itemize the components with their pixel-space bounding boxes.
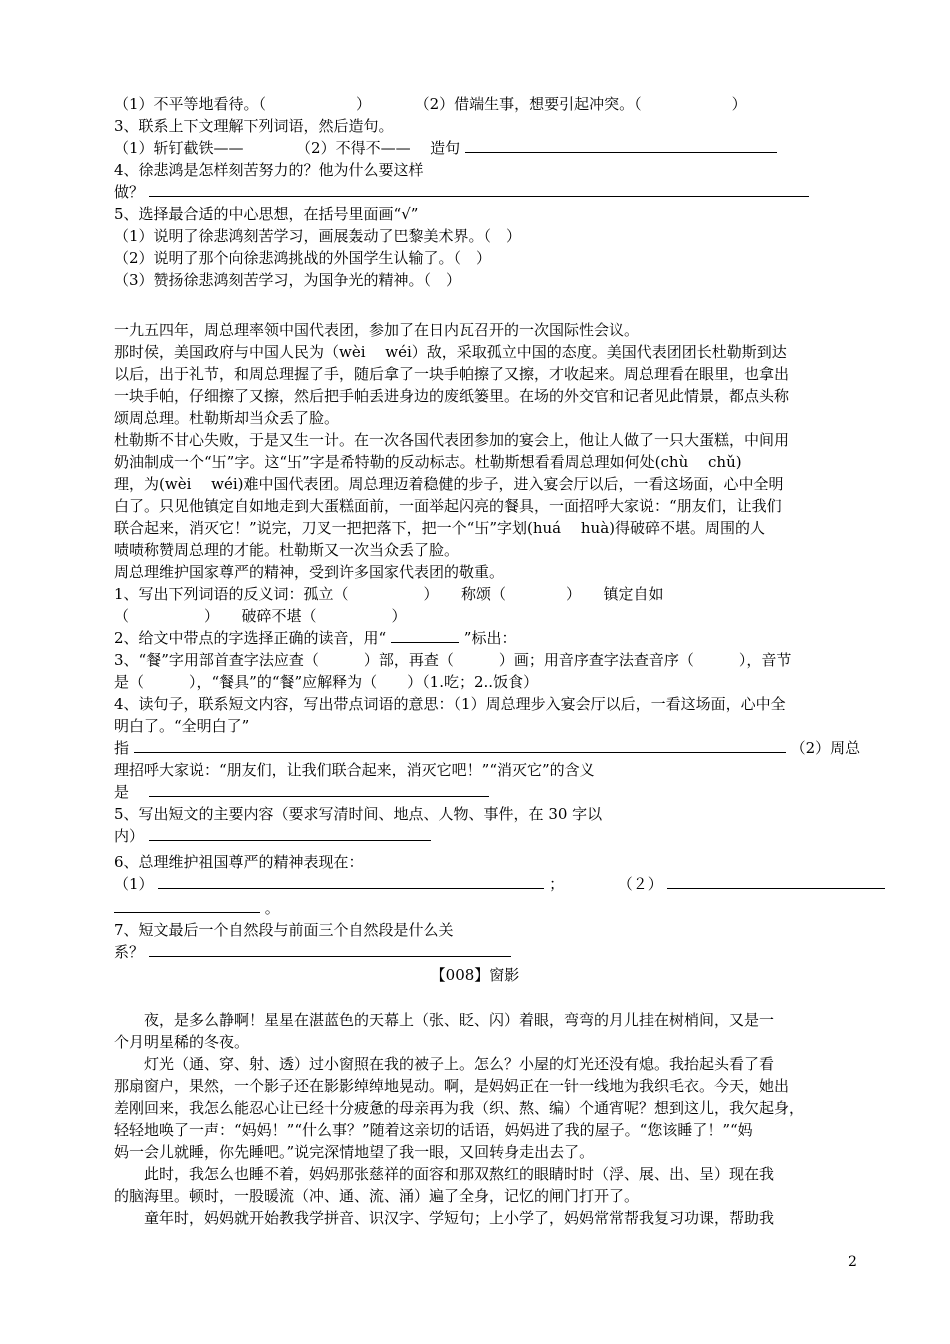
passage-line: 白了。只见他镇定自如地走到大蛋糕面前，一面举起闪亮的餐具，一面招呼大家说：“朋友们，让我们 [114,497,782,515]
page-number: 2 [848,1254,857,1270]
passage-line: 奶油制成一个“卐”字。这“卐”字是希特勒的反动标志。杜勒斯想看看周总理如何处(chù chǔ) [114,453,742,471]
answer-blank[interactable] [114,898,260,913]
answer-blank[interactable] [391,628,459,643]
passage-line: 一块手帕，仔细擦了又擦，然后把手帕丢进身边的废纸篓里。在场的外交官和记者见此情景，都点头称 [114,387,790,405]
question-line: 系？ [114,941,864,963]
question-line: 4、读句子，联系短文内容，写出带点词语的意思：（1）周总理步入宴会厅以后，一看这场面，心中全 [114,695,786,713]
story-line: 妈一会儿就睡，你先睡吧。”说完深情地望了我一眼，又回转身走出去了。 [114,1143,595,1161]
exercise-line: （1）不平等地看待。（ ） （2）借端生事，想要引起冲突。（ ） [114,95,747,113]
answer-blank[interactable] [134,738,786,753]
story-line: 夜，是多么静啊！星星在湛蓝色的天幕上（张、眨、闪）着眼，弯弯的月儿挂在树梢间，又是一 [144,1011,775,1029]
question-line: （ ） 破碎不堪（ ） [114,607,407,625]
story-line: 的脑海里。顿时，一股暖流（冲、通、流、涌）遍了全身，记忆的闸门打开了。 [114,1187,640,1205]
question-line: 。 [114,897,864,919]
answer-blank[interactable] [149,942,511,957]
question-line: 理招呼大家说：“朋友们，让我们联合起来，消灭它吧！”“消灭它”的含义 [114,761,595,779]
answer-blank[interactable] [465,138,777,153]
question-line: 5、写出短文的主要内容（要求写清时间、地点、人物、事件，在 30 字以 [114,805,603,823]
passage-line: 周总理维护国家尊严的精神，受到许多国家代表团的敬重。 [114,563,505,581]
passage-line: 杜勒斯不甘心失败，于是又生一计。在一次各国代表团参加的宴会上，他让人做了一只大蛋糕，中间用 [114,431,790,449]
answer-blank[interactable] [158,874,544,889]
question-line: 内） [114,825,864,847]
question-line: 3、“餐”字用部首查字法应查（ ）部，再查（ ）画；用音序查字法查音序（ ），音节 [114,651,792,669]
passage-line: 颂周总理。杜勒斯却当众丢了脸。 [114,409,340,427]
story-line: 此时，我怎么也睡不着，妈妈那张慈祥的面容和那双熬红的眼睛时时（浮、展、出、呈）现在我 [144,1165,775,1183]
question-line: 1、写出下列词语的反义词：孤立（ ） 称颂（ ） 镇定自如 [114,585,664,603]
exercise-line: （2）说明了那个向徐悲鸿挑战的外国学生认输了。（ ） [114,249,492,267]
answer-blank[interactable] [667,874,885,889]
story-line: 轻轻地唤了一声：“妈妈！”“什么事？”随着这亲切的话语，妈妈进了我的屋子。“您该睡了！”“妈 [114,1121,753,1139]
question-line: 6、总理维护祖国尊严的精神表现在： [114,853,364,871]
question-line: 7、短文最后一个自然段与前面三个自然段是什么关 [114,921,454,939]
answer-blank[interactable] [149,782,489,797]
section-title: 【008】窗影 [430,966,520,984]
exercise-line: 做？ [114,181,864,203]
passage-line: 以后，出于礼节，和周总理握了手，随后拿了一块手帕擦了又擦，才收起来。周总理看在眼里，也拿出 [114,365,790,383]
exercise-line: （3）赞扬徐悲鸿刻苦学习，为国争光的精神。（ ） [114,271,462,289]
question-line: 是 [114,781,864,803]
exercise-line: 3、联系上下文理解下列词语，然后造句。 [114,117,394,135]
exercise-line: （1）说明了徐悲鸿刻苦学习，画展轰动了巴黎美术界。（ ） [114,227,522,245]
story-line: 童年时，妈妈就开始教我学拼音、识汉字、学短句；上小学了，妈妈常常帮我复习功课，帮助我 [144,1209,775,1227]
exercise-line: 5、选择最合适的中心思想，在括号里面画“√” [114,205,419,223]
question-line: 2、给文中带点的字选择正确的读音，用“ ”标出： [114,629,517,647]
question-line: 指 （2）周总 [114,739,861,757]
answer-blank[interactable] [149,182,809,197]
question-line: 明白了。“全明白了” [114,717,250,735]
exercise-line: 4、徐悲鸿是怎样刻苦努力的？他为什么要这样 [114,161,424,179]
story-line: 灯光（通、穿、射、透）过小窗照在我的被子上。怎么？小屋的灯光还没有熄。我抬起头看了看 [144,1055,775,1073]
story-line: 个月明星稀的冬夜。 [114,1033,250,1051]
passage-line: 那时侯，美国政府与中国人民为（wèi wéi）敌，采取孤立中国的态度。美国代表团团长杜勒斯到达 [114,343,787,361]
passage-line: 一九五四年，周总理率领中国代表团，参加了在日内瓦召开的一次国际性会议。 [114,321,640,339]
exercise-line: （1）斩钉截铁—— （2）不得不—— 造句 [114,137,864,159]
answer-blank[interactable] [149,826,431,841]
passage-line: 啧啧称赞周总理的才能。杜勒斯又一次当众丢了脸。 [114,541,460,559]
passage-line: 理，为(wèi wéi)难中国代表团。周总理迈着稳健的步子，进入宴会厅以后，一看这场面，心中全明 [114,475,784,493]
story-line: 差刚回来，我怎么能忍心让已经十分疲惫的母亲再为我（织、熬、编）个通宵呢？想到这儿，我欠起身， [114,1099,805,1117]
story-line: 那扇窗户，果然，一个影子还在影影绰绰地晃动。啊，是妈妈正在一针一线地为我织毛衣。今天，她出 [114,1077,790,1095]
passage-line: 联合起来，消灭它！”说完，刀叉一把把落下，把一个“卐”字划(huá huà)得破碎不堪。周围的人 [114,519,766,537]
question-line: （1） ； （２） [114,873,864,895]
question-line: 是（ ），“餐具”的“餐”应解释为（ ）（1.吃；2..饭食） [114,673,539,691]
